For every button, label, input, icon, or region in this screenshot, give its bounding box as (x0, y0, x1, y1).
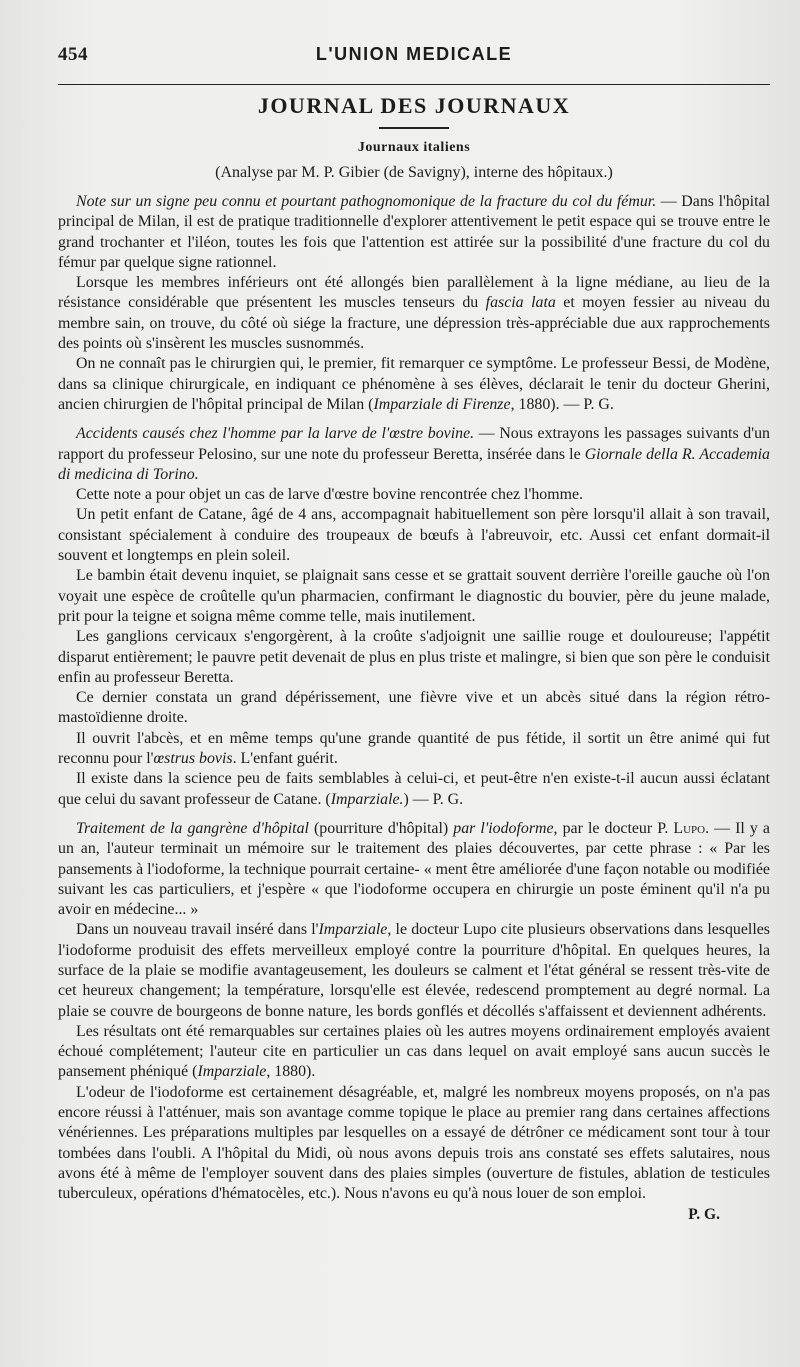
article2-paragraph-7: Il ouvrit l'abcès, et en même temps qu'une grande quantité de pus fétide, il sortit un être animé qui fut reconnu pour l'œstrus bovis. L'enfant guérit. (58, 729, 770, 768)
subsection-title: Journaux italiens (357, 140, 471, 155)
article3-paragraph-1: Traitement de la gangrène d'hôpital (pourriture d'hôpital) par l'iodoforme, par le docteur P. Lupo. — Il y a un an, l'auteur terminait un mémoire sur le traitement des plaies découvertes, par cette phrase : « Par les pansements à l'iodoforme, la technique pourrait certaine- « ment être améliorée d'une façon notable ou modifiée suivant les cas particuliers, et j'espère « que l'iodoforme occupera en chirurgie un poste éminent qu'il n'a pu avoir en médecine... » (58, 819, 770, 919)
article2-paragraph-2: Cette note a pour objet un cas de larve d'œstre bovine rencontrée chez l'homme. (76, 486, 583, 504)
section-title: JOURNAL DES JOURNAUX (257, 93, 571, 118)
article3-paragraph-3: Les résultats ont été remarquables sur certaines plaies où les autres moyens ordinairement employés avaient échoué complétement; l'auteur cite en particulier un cas dans lequel on avait employé sans aucun succès le pansement phéniqué (Imparziale, 1880). (58, 1022, 770, 1081)
article2-paragraph-6: Ce dernier constata un grand dépérissement, une fièvre vive et un abcès situé dans la région rétro-mastoïdienne droite. (58, 689, 770, 727)
article2-title: Accidents causés chez l'homme par la larve de l'œstre bovine. (76, 425, 475, 443)
article2-paragraph-5: Les ganglions cervicaux s'engorgèrent, à la croûte s'adjoignit une saillie rouge et douloureuse; l'appétit disparut entièrement; le pauvre petit devenait de plus en plus triste et malingre, si bien que son père le conduisit enfin au professeur Beretta. (58, 628, 770, 686)
article3-title: Traitement de la gangrène d'hôpital (76, 819, 309, 837)
article1-paragraph-1: Note sur un signe peu connu et pourtant pathognomonique de la fracture du col du fémur. — Dans l'hôpital principal de Milan, il est de pratique traditionnelle d'explorer attentivement le petit espace qui se trouve entre le grand trochanter et l'iléon, toutes les fois que l'attention est attirée sur la possibilité d'une fracture du col du fémur par quelque signe rationnel. (58, 193, 770, 271)
article2-paragraph-4: Le bambin était devenu inquiet, se plaignait sans cesse et se grattait souvent derrière l'oreille gauche où l'on voyait une espèce de croûtelle qu'un pharmacien, confirmant le diagnostic du bouvier, père du jeune malade, prit pour la teigne et soigna même comme telle, mais inutilement. (58, 567, 770, 625)
page-number: 454 (58, 44, 88, 65)
running-title: L'UNION MEDICALE (315, 44, 513, 64)
article3-signature: P. G. (688, 1205, 720, 1223)
title-rule (379, 127, 449, 129)
running-head (58, 44, 770, 74)
article3-paragraph-2: Dans un nouveau travail inséré dans l'Imparziale, le docteur Lupo cite plusieurs observations dans lesquelles l'iodoforme produisit des effets merveilleux employé contre la pourriture d'hôpital. En quelques heures, la surface de la plaie se modifie avantageusement, les douleurs se calment et l'état général se ressent très-vite de cet heureux changement; la température, lorsqu'elle est élevée, redescend promptement au degré normal. La plaie se couvre de bourgeons de bonne nature, les bords gonflés et décollés s'affaissent et deviennent adhérents. (58, 921, 770, 1020)
article1-title: Note sur un signe peu connu et pourtant pathognomonique de la fracture du col du fémur. (76, 193, 657, 210)
article-body (58, 192, 770, 1225)
article1-paragraph-3: On ne connaît pas le chirurgien qui, le premier, fit remarquer ce symptôme. Le professeur Bessi, de Modène, dans sa clinique chirurgicale, en indiquant ce phénomène à ses élèves, déclarait le tenir du docteur Gherini, ancien chirurgien de l'hôpital principal de Milan (Imparziale di Firenze, 1880). — P. G. (58, 355, 770, 413)
article3-author: P. Lupo. (657, 819, 710, 837)
article2-paragraph-8: Il existe dans la science peu de faits semblables à celui-ci, et peut-être n'en existe-t-il aucun aussi éclatant que celui du savant professeur de Catane. (Imparziale.) — P. G. (58, 770, 770, 808)
analyst-credit: (Analyse par M. P. Gibier (de Savigny), interne des hôpitaux.) (215, 164, 613, 181)
header-rule (58, 84, 770, 85)
article3-paragraph-4: L'odeur de l'iodoforme est certainement désagréable, et, malgré les nombreux moyens proposés, on n'a pas encore réussi à l'atténuer, mais son avantage comme topique le place au premier rang dans certaines affections vénériennes. Les préparations multiples par lesquelles on a essayé de détrôner ce médicament sont tour à tour tombées dans l'oubli. A l'hôpital du Midi, où nous avons depuis trois ans constaté ses effets salutaires, nous avons été à même de l'employer souvent dans des plaies simples (ouverture de fistules, ablation de testicules tuberculeux, opérations d'hématocèles, etc.). Nous n'avons eu qu'à nous louer de son emploi. (58, 1083, 770, 1203)
article2-paragraph-1: Accidents causés chez l'homme par la larve de l'œstre bovine. — Nous extrayons les passages suivants d'un rapport du professeur Pelosino, sur une note du professeur Beretta, insérée dans le Giornale della R. Accademia di medicina di Torino. (58, 425, 770, 483)
article1-paragraph-2: Lorsque les membres inférieurs ont été allongés bien parallèlement à la ligne médiane, au lieu de la résistance considérable que présentent les muscles tenseurs du fascia lata et moyen fessier au niveau du membre sain, on trouve, du côté où siége la fracture, une dépression très-appréciable due aux rapprochements des points où s'insèrent les muscles susnommés. (58, 274, 770, 353)
article2-paragraph-3: Un petit enfant de Catane, âgé de 4 ans, accompagnait habituellement son père lorsqu'il allait à son travail, consistant spécialement à conduire des troupeaux de bœufs à l'abreuvoir, etc. Aussi cet enfant dormait-il souvent et longtemps en plein soleil. (58, 506, 770, 565)
